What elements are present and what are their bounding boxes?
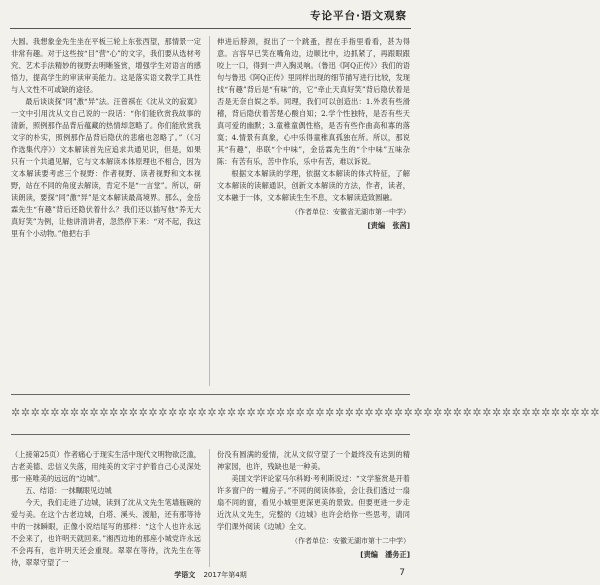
section-rule-bottom bbox=[11, 434, 410, 435]
article-column-top-right bbox=[217, 36, 410, 384]
paragraph: 今天，我们走进了边城，读到了沈从文先生笔墙瓶碗的爱与美。在这个古老边城，白塔、溪头、渡船，还有那等待中的一抹瞬眼，正像小说结尾写的那样：“这个人也许永远不会来了，也许明天就回来。”湘西边地的那座小城党许永远不会再有，也许明天还会重现。翠翠在等待，沈先生在等待，翠翠守望了一 bbox=[11, 498, 201, 567]
paragraph: 大圆。我想象金先生坐在平板三轮上东张西望，那情景一定非常有趣。对于这些按“目”营“心”的文字，我们要从选材考究、艺术手法精妙的视野去明晰鉴赏，增强学生对语言的感悟力，提高学生的审读审美能力。这是落实语文教学工具性与人文性不可或缺的途径。 bbox=[11, 37, 201, 94]
column-divider-bottom bbox=[209, 449, 210, 567]
paragraph: 美国文学评论家马尔科姆·考利斯说过：“文学鉴赏是开着许多窗户的一幢房子。”不同的阅读体验，会让我们透过一扇扇不同的窗，看见小城里更深更美的景致。但要更进一步走近沈从文先生，完整的《边城》也许会给你一些思考，请同学们课外阅读《边城》全文。 bbox=[217, 474, 410, 531]
column-header: 专论平台·语文观察 bbox=[310, 10, 407, 22]
paragraph: 份没有圆满的爱情，沈从文似守望了一个最终没有达到的精神家园，也许，残缺也是一种美。 bbox=[217, 450, 410, 471]
issue-label: 2017年第4期 bbox=[203, 571, 247, 579]
article-column-bottom-left bbox=[11, 449, 201, 566]
page-footer bbox=[0, 570, 421, 582]
author-affiliation: （作者单位：安徽省无湖市第一中学） bbox=[291, 208, 410, 216]
decorative-star-border: ✲✲✲✲✲✲✲✲✲✲✲✲✲✲✲✲✲✲✲✲✲✲✲✲✲✲✲✲✲✲✲✲✲✲✲✲✲✲✲✲✲✲✲✲✲✲✲✲✲✲✲✲✲✲✲✲✲✲✲✲ bbox=[11, 406, 600, 419]
editor-credit: [责编 张茜] bbox=[367, 221, 410, 230]
article-column-top-left bbox=[11, 36, 201, 384]
paragraph: 最后谈谈探“同”激“异”法。汪曾祺在《沈从文的寂寞》一文中引用沈从文自己说的一段话：“你们能欣赏我故事的清新，照例那作品背后蕴藏的热情却忽略了。你们能欣赏我文字的朴实，照例那作品背后隐伏的悲痛也忽略了。”（《习作选集代序》）文本解读首先应追求共通见识，但是，如果只有一个共通见解，它与文本解读本体原理也不相合，因为文本解读要考虑三个视野：作者视野、读者视野和文本视野，站在不同的角度去解读，肯定不是“一言堂”。所以，研读朗读，要探“同”激“异”是文本解读最高境界。那么，金岳霖先生“有趣”背后还隐伏着什么？我们还以插写他“养无大真好笑”为例，让他讲清讲者，忽然停下来：“对不起，我这里有个小动物。”他把右手 bbox=[11, 97, 201, 238]
article-column-bottom-right bbox=[217, 449, 410, 566]
section-rule-top bbox=[11, 394, 410, 395]
paragraph: 伸进后脖颈，捉出了一个跳蚤，捏在手指里看看，甚为得意。言容早已笑在嘴角边，边顺比中，边抓紧了，再跟眼跟咬上一口，得到一声入胸灵响。（鲁迅《阿Q正传》）我们的语句与鲁迅《阿Q正传》里同样出现的细节描写进行比较，发现找“有趣”背后是“有味”的，它“牵止天真好笑”背后隐伏着是否是无奈自娱之举。同理，我们可以创造出：1.外表有些滑稽，背后隐伏着苦楚心酸自知；2.学个性独特，是否有些天真可爱的幽默；3.童稚童偶性格，是否有些作曲高和寡的落寞；4.情景有真象，心中乐得童稚真孤独在所。所以，那说其“有趣”，串联“个中味”，金岳霖先生的“个中味”五味杂陈：有苦有乐，苦中作乐，乐中有苦，难以诉说。 bbox=[217, 37, 410, 166]
page-number: 7 bbox=[399, 568, 405, 578]
header-rule bbox=[10, 28, 411, 29]
column-divider-top bbox=[209, 36, 210, 386]
editor-credit: [责编 潘务正] bbox=[360, 550, 410, 559]
paragraph: （上接第25页）作者痛心于现实生活中现代文明物欲泛滥，古老美德、忠信义失落，用纯美的文字寸护着自己心灵深处那一座唯美的远远的“边城”。 bbox=[11, 450, 201, 483]
paragraph: 根据文本解读的学理，依据文本解读的体式特征，了解文本解读的读解通识，创新文本解读的方法，作者，读者，文本融于一体，文本解读生生不息，文本解读造致圆融。 bbox=[217, 169, 410, 202]
magazine-logo: 学语文 bbox=[174, 571, 196, 579]
section-heading: 五、结语：一抹瞩眼见边城 bbox=[25, 486, 112, 495]
author-affiliation: （作者单位：安徽无湖市第十二中学） bbox=[291, 537, 410, 545]
